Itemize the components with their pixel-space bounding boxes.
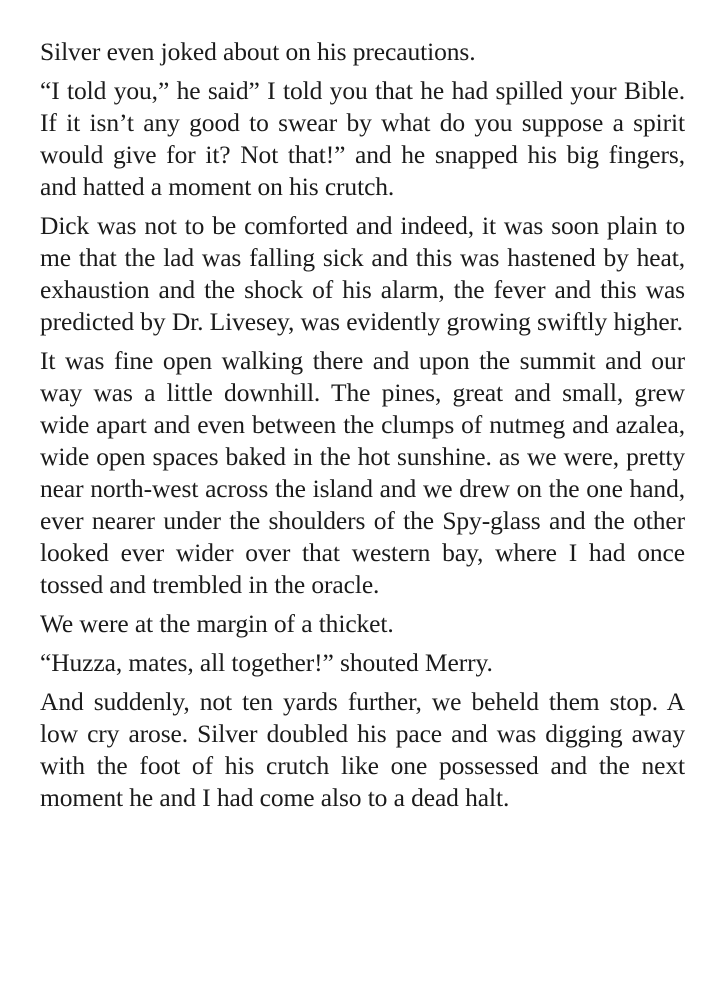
paragraph-open-walking: It was fine open walking there and upon the summit and our way was a little downhill. The pines, great and small, grew wide apart and even between the clumps of nutmeg and azalea, wide open spaces baked in the hot sunshine. as we were, pretty near north-west across the island and we drew on the one hand, ever nearer under the shoulders of the Spy-glass and the other looked ever wider over that western bay, where I had once tossed and trembled in the oracle. (40, 346, 685, 599)
paragraph-thicket: We were at the margin of a thicket. (40, 609, 394, 638)
paragraph-dick-sick: Dick was not to be comforted and indeed, it was soon plain to me that the lad was falling sick and this was hastened by heat, exhaustion and the shock of his alarm, the fever and this was predicted by Dr. Livesey, was evidently growing swiftly higher. (40, 211, 685, 336)
paragraph-silver-joked: Silver even joked about on his precautions. (40, 37, 476, 66)
paragraph-huzza: “Huzza, mates, all together!” shouted Merry. (40, 648, 493, 677)
paragraph-told-you: “I told you,” he said” I told you that he had spilled your Bible. If it isn’t any good to swear by what do you suppose a spirit would give for it? Not that!” and he snapped his big fingers, and hatted a moment on his crutch. (40, 76, 685, 201)
page-text (40, 36, 685, 821)
paragraph-dead-halt: And suddenly, not ten yards further, we beheld them stop. A low cry arose. Silver doubled his pace and was digging away with the foot of his crutch like one possessed and the next moment he and I had come also to a dead halt. (40, 687, 685, 812)
